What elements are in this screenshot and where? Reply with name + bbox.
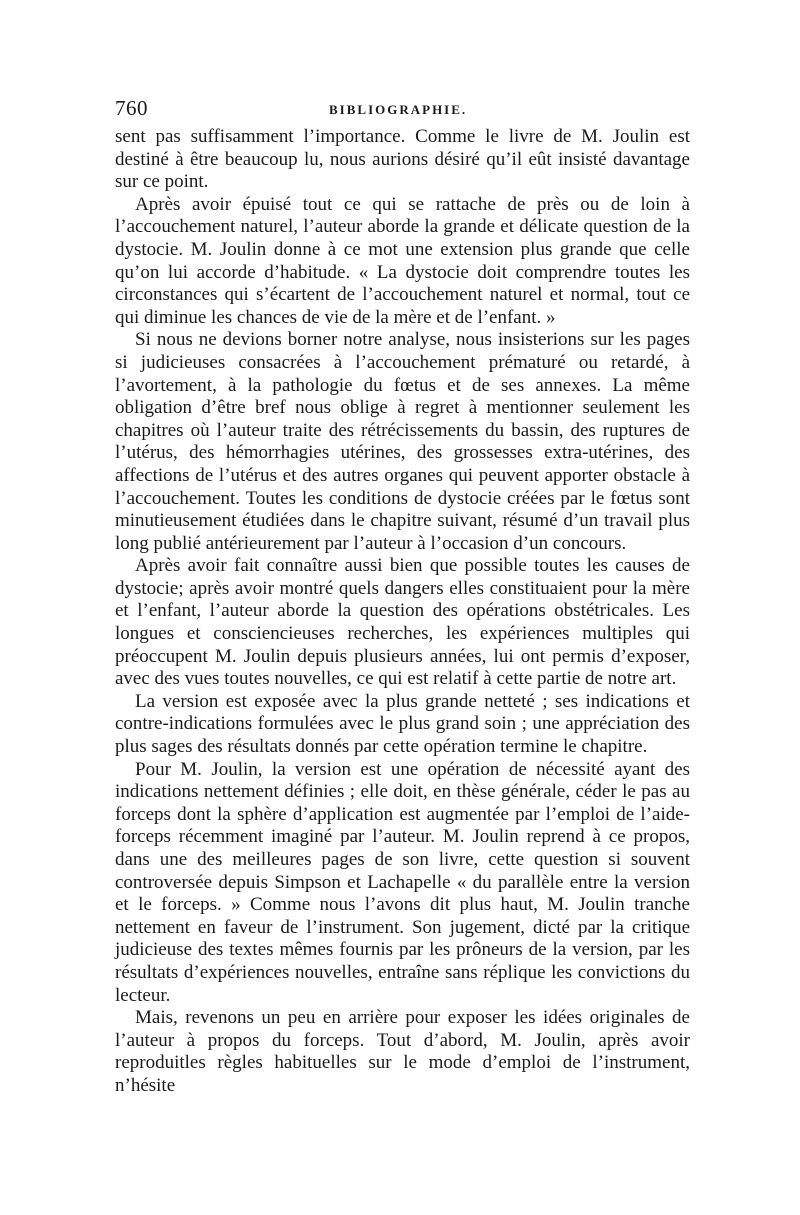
paragraph-6: Pour M. Joulin, la version est une opération de nécessité ayant des indications nettement définies ; elle doit, en thèse générale, céder le pas au forceps dont la sphère d’application est augmentée par l’emploi de l’aide-forceps récemment imaginé par l’auteur. M. Joulin reprend à ce propos, dans une des meilleures pages de son livre, cette question si souvent controversée depuis Simpson et Lachapelle « du parallèle entre la version et le forceps. » Comme nous l’avons dit plus haut, M. Joulin tranche nettement en faveur de l’instrument. Son jugement, dicté par la critique judicieuse des textes mêmes fournis par les prôneurs de la version, par les résultats d’expériences nouvelles, entraîne sans réplique les convictions du lecteur. [115, 758, 690, 1006]
body-text [115, 126, 690, 1098]
paragraph-5: La version est exposée avec la plus grande netteté ; ses indications et contre-indications formulées avec le plus grand soin ; une appréciation des plus sages des résultats donnés par cette opération termine le chapitre. [115, 690, 690, 758]
paragraph-3: Si nous ne devions borner notre analyse, nous insisterions sur les pages si judicieuses consacrées à l’accouchement prématuré ou retardé, à l’avortement, à la pathologie du fœtus et de ses annexes. La même obligation d’être bref nous oblige à regret à mentionner seulement les chapitres où l’auteur traite des rétrécissements du bassin, des ruptures de l’utérus, des hémorrhagies utérines, des grossesses extra-utérines, des affections de l’utérus et des autres organes qui peuvent apporter obstacle à l’accouchement. Toutes les conditions de dystocie créées par le fœtus sont minutieusement étudiées dans le chapitre suivant, résumé d’un travail plus long publié antérieurement par l’auteur à l’occasion d’un concours. [115, 329, 690, 554]
paragraph-4: Après avoir fait connaître aussi bien que possible toutes les causes de dystocie; après avoir montré quels dangers elles constituaient pour la mère et l’enfant, l’auteur aborde la question des opérations obstétricales. Les longues et consciencieuses recherches, les expériences multiples qui préoccupent M. Joulin depuis plusieurs années, lui ont permis d’exposer, avec des vues toutes nouvelles, ce qui est relatif à cette partie de notre art. [115, 555, 690, 690]
paragraph-1: sent pas suffisamment l’importance. Comme le livre de M. Joulin est destiné à être beaucoup lu, nous aurions désiré qu’il eût insisté davantage sur ce point. [115, 126, 690, 193]
running-title: BIBLIOGRAPHIE. [329, 102, 468, 117]
paragraph-7: Mais, revenons un peu en arrière pour exposer les idées originales de l’auteur à propos du forceps. Tout d’abord, M. Joulin, après avoir reproduitles règles habituelles sur le mode d’emploi de l’instrument, n’hésite [115, 1007, 690, 1096]
paragraph-2: Après avoir épuisé tout ce qui se rattache de près ou de loin à l’accouchement naturel, l’auteur aborde la grande et délicate question de la dystocie. M. Joulin donne à ce mot une extension plus grande que celle qu’on lui accorde d’habitude. « La dystocie doit comprendre toutes les circonstances qui s’écartent de l’accouchement naturel et normal, tout ce qui diminue les chances de vie de la mère et de l’enfant. » [115, 193, 690, 328]
page-number: 760 [115, 96, 148, 120]
page-header [115, 96, 690, 126]
